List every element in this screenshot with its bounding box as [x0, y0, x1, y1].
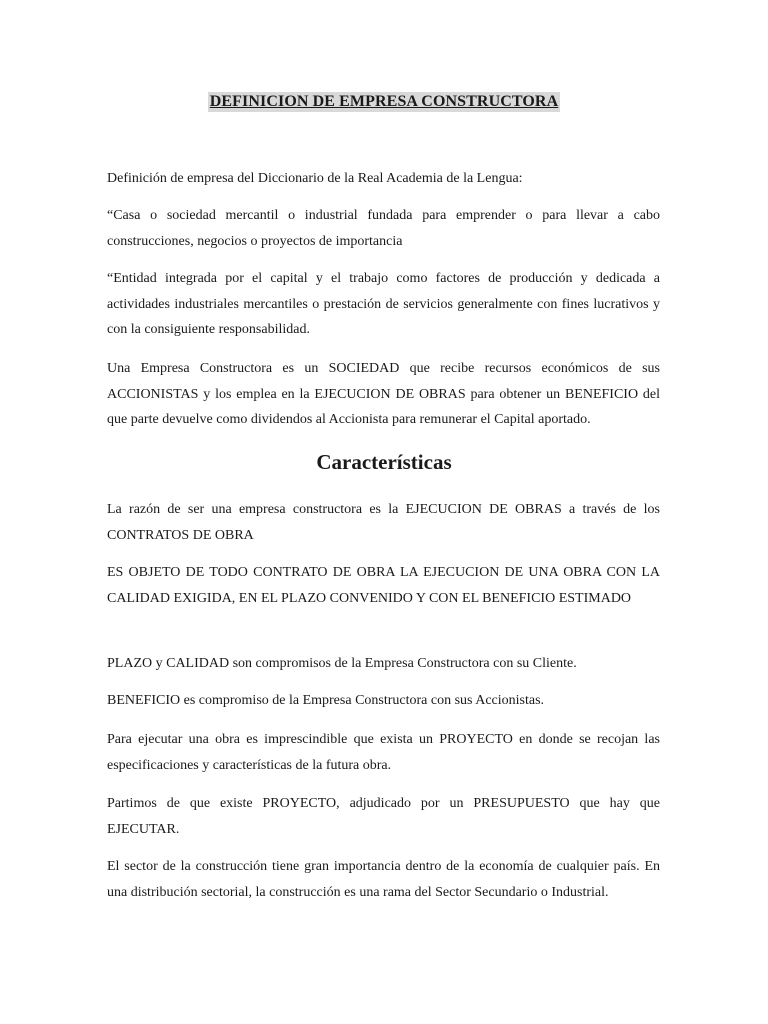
characteristic-4: BENEFICIO es compromiso de la Empresa Constructora con sus Accionistas.	[107, 693, 545, 708]
characteristic-6: Partimos de que existe PROYECTO, adjudicado por un PRESUPUESTO que hay que EJECUTAR.	[107, 796, 660, 837]
characteristic-1: La razón de ser una empresa constructora es la EJECUCION DE OBRAS a través de los CONTRATOS DE OBRA	[107, 502, 660, 543]
characteristic-3: PLAZO y CALIDAD son compromisos de la Empresa Constructora con su Cliente.	[107, 656, 577, 671]
intro-paragraph: Definición de empresa del Diccionario de la Real Academia de la Lengua:	[107, 171, 523, 186]
title-container	[0, 92, 768, 112]
definition-2: “Entidad integrada por el capital y el trabajo como factores de producción y dedicada a actividades industriales mercantiles o prestación de servicios generalmente con fines lucrativos y con la consiguiente responsabilidad.	[107, 271, 660, 337]
document-title: DEFINICION DE EMPRESA CONSTRUCTORA	[209, 93, 559, 110]
definition-1: “Casa o sociedad mercantil o industrial fundada para emprender o para llevar a cabo construcciones, negocios o proyectos de importancia	[107, 208, 660, 249]
characteristic-7: El sector de la construcción tiene gran importancia dentro de la economía de cualquier país. En una distribución sectorial, la construcción es una rama del Sector Secundario o Industrial.	[107, 859, 660, 900]
company-description: Una Empresa Constructora es un SOCIEDAD que recibe recursos económicos de sus ACCIONISTAS y los emplea en la EJECUCION DE OBRAS para obtener un BENEFICIO del que parte devuelve como dividendos al Accionista para remunerar el Capital aportado.	[107, 361, 660, 427]
section-heading: Características	[316, 450, 452, 474]
characteristic-5: Para ejecutar una obra es imprescindible que exista un PROYECTO en donde se recojan las especificaciones y características de la futura obra.	[107, 732, 660, 773]
characteristic-2: ES OBJETO DE TODO CONTRATO DE OBRA LA EJECUCION DE UNA OBRA CON LA CALIDAD EXIGIDA, EN EL PLAZO CONVENIDO Y CON EL BENEFICIO ESTIMADO	[107, 565, 660, 606]
